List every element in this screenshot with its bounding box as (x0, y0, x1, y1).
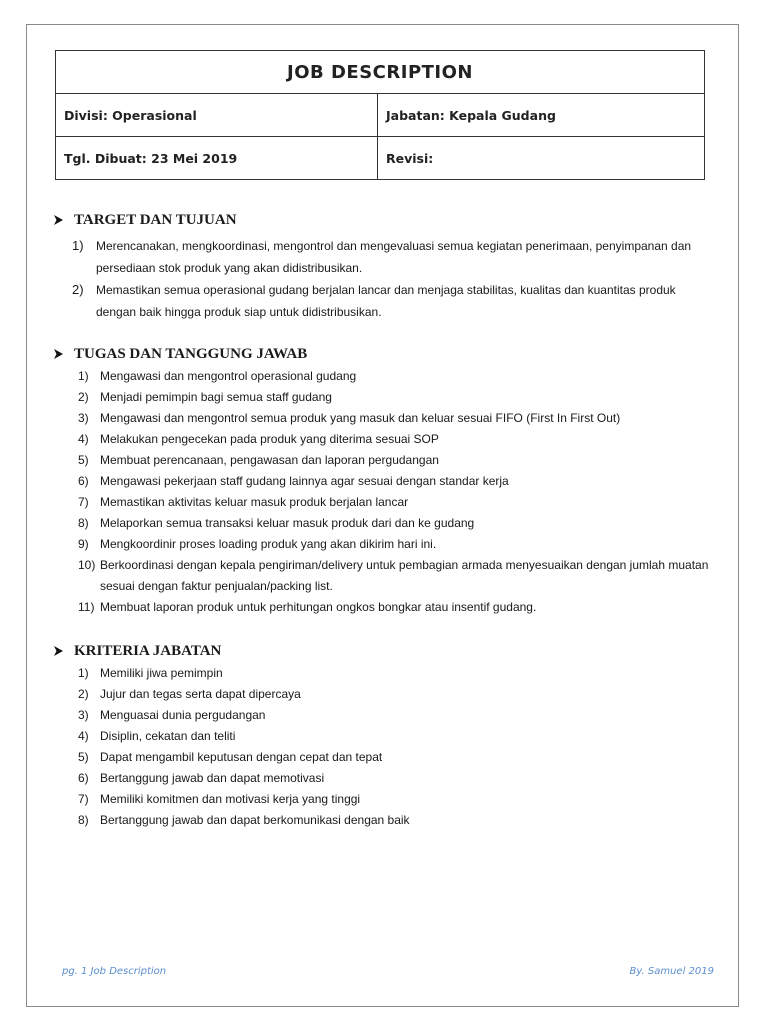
divisi-cell: Divisi: Operasional (56, 94, 378, 137)
jabatan-cell: Jabatan: Kepala Gudang (378, 94, 705, 137)
section-tugas-dan-tanggung-jawab (54, 344, 716, 618)
kriteria-list (54, 663, 716, 831)
arrow-bullet-icon (54, 646, 63, 656)
list-item-text: Disiplin, cekatan dan teliti (100, 729, 236, 743)
list-item-text: Dapat mengambil keputusan dengan cepat dan tepat (100, 750, 383, 764)
list-item (54, 768, 716, 789)
section-heading-label: TUGAS DAN TANGGUNG JAWAB (74, 345, 308, 362)
list-item-text: Jujur dan tegas serta dapat dipercaya (100, 687, 301, 701)
list-item (54, 366, 716, 387)
list-item-text: Melaporkan semua transaksi keluar masuk produk dari dan ke gudang (100, 516, 475, 530)
list-item-number: 4) (78, 729, 89, 743)
document-title: JOB DESCRIPTION (56, 51, 705, 94)
list-item-number: 2) (78, 390, 89, 404)
revisi-cell: Revisi: (378, 137, 705, 180)
list-item-number: 5) (78, 750, 89, 764)
list-item-text: Bertanggung jawab dan dapat berkomunikasi dengan baik (100, 813, 410, 827)
section-heading (54, 344, 716, 364)
list-item-number: 8) (78, 516, 89, 530)
list-item-text: Membuat perencanaan, pengawasan dan laporan pergudangan (100, 453, 439, 467)
list-item-text: Memastikan semua operasional gudang berjalan lancar dan menjaga stabilitas, kualitas dan kuantitas produk dengan baik hingga produk siap untuk didistribusikan. (96, 283, 676, 319)
list-item-text: Mengawasi pekerjaan staff gudang lainnya agar sesuai dengan standar kerja (100, 474, 509, 488)
section-heading-label: TARGET DAN TUJUAN (74, 211, 237, 228)
list-item-number: 9) (78, 537, 89, 551)
list-item-text: Mengkoordinir proses loading produk yang akan dikirim hari ini. (100, 537, 437, 551)
list-item (54, 684, 716, 705)
list-item-text: Memiliki jiwa pemimpin (100, 666, 223, 680)
list-item-number: 5) (78, 453, 89, 467)
list-item-text: Mengawasi dan mengontrol semua produk yang masuk dan keluar sesuai FIFO (First In First Out) (100, 411, 621, 425)
section-heading (54, 641, 716, 661)
list-item (54, 810, 716, 831)
list-item (54, 597, 716, 618)
arrow-bullet-icon (54, 215, 63, 225)
footer-author: By. Samuel 2019 (629, 966, 714, 977)
section-heading (54, 210, 714, 230)
tugas-list (54, 366, 716, 618)
list-item-number: 7) (78, 792, 89, 806)
list-item (54, 747, 716, 768)
target-list (54, 235, 714, 323)
list-item-number: 2) (72, 282, 84, 297)
list-item (54, 726, 716, 747)
list-item (54, 705, 716, 726)
list-item-number: 10) (78, 558, 96, 572)
list-item-text: Bertanggung jawab dan dapat memotivasi (100, 771, 325, 785)
list-item-text: Mengawasi dan mengontrol operasional gudang (100, 369, 357, 383)
list-item-number: 6) (78, 771, 89, 785)
list-item-number: 11) (78, 600, 95, 614)
list-item-text: Menjadi pemimpin bagi semua staff gudang (100, 390, 332, 404)
footer-page-label: pg. 1 Job Description (62, 966, 167, 977)
list-item (54, 513, 716, 534)
list-item-number: 1) (78, 666, 89, 680)
section-heading-label: KRITERIA JABATAN (74, 642, 222, 659)
section-kriteria-jabatan (54, 641, 716, 831)
list-item-text: Membuat laporan produk untuk perhitungan ongkos bongkar atau insentif gudang. (100, 600, 537, 614)
arrow-bullet-icon (54, 349, 63, 359)
list-item (54, 387, 716, 408)
list-item-text: Melakukan pengecekan pada produk yang diterima sesuai SOP (100, 432, 439, 446)
list-item-number: 7) (78, 495, 89, 509)
list-item (54, 450, 716, 471)
list-item-number: 1) (72, 238, 84, 253)
section-target-dan-tujuan (54, 210, 714, 323)
list-item-number: 3) (78, 708, 89, 722)
list-item (54, 789, 716, 810)
list-item (54, 471, 716, 492)
list-item-text: Menguasai dunia pergudangan (100, 708, 266, 722)
list-item-number: 1) (78, 369, 89, 383)
list-item (54, 534, 716, 555)
list-item-text: Berkoordinasi dengan kepala pengiriman/delivery untuk pembagian armada menyesuaikan dengan jumlah muatan sesuai dengan faktur penjualan/packing list. (100, 558, 709, 593)
list-item (54, 235, 714, 279)
job-header-table (55, 50, 705, 180)
list-item-number: 2) (78, 687, 89, 701)
list-item (54, 429, 716, 450)
list-item-number: 8) (78, 813, 89, 827)
list-item (54, 663, 716, 684)
list-item-number: 6) (78, 474, 89, 488)
list-item (54, 408, 716, 429)
list-item-text: Memiliki komitmen dan motivasi kerja yang tinggi (100, 792, 361, 806)
list-item (54, 555, 716, 597)
list-item-number: 3) (78, 411, 89, 425)
list-item-number: 4) (78, 432, 89, 446)
list-item (54, 279, 714, 323)
list-item-text: Memastikan aktivitas keluar masuk produk berjalan lancar (100, 495, 409, 509)
list-item-text: Merencanakan, mengkoordinasi, mengontrol dan mengevaluasi semua kegiatan penerimaan, penyimpanan dan persediaan stok produk yang akan didistribusikan. (96, 239, 692, 275)
tanggal-cell: Tgl. Dibuat: 23 Mei 2019 (56, 137, 378, 180)
list-item (54, 492, 716, 513)
